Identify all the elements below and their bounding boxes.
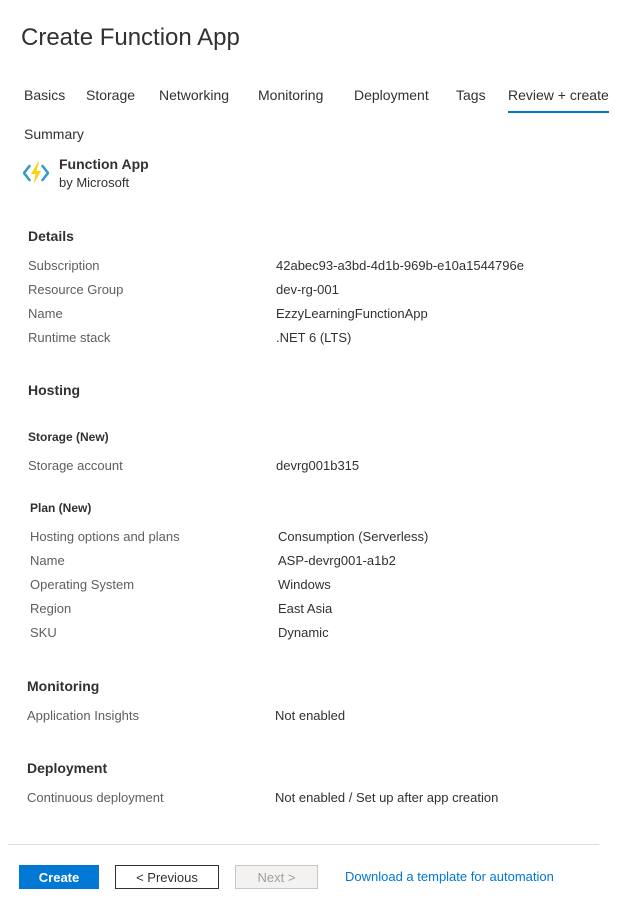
region-value: East Asia <box>278 601 333 616</box>
runtime-stack-value: .NET 6 (LTS) <box>276 330 352 345</box>
app-name: Function App <box>59 156 149 172</box>
sku-value: Dynamic <box>278 625 329 640</box>
summary-label: Summary <box>24 126 84 142</box>
subscription-value: 42abec93-a3bd-4d1b-969b-e10a1544796e <box>276 258 524 273</box>
continuous-deployment-label: Continuous deployment <box>27 790 164 805</box>
tab-tags[interactable]: Tags <box>456 87 486 103</box>
application-insights-label: Application Insights <box>27 708 140 723</box>
monitoring-heading: Monitoring <box>27 678 100 694</box>
deployment-heading: Deployment <box>27 760 108 776</box>
previous-button[interactable]: < Previous <box>115 865 219 889</box>
name-value: EzzyLearningFunctionApp <box>276 306 428 321</box>
hosting-options-label: Hosting options and plans <box>30 529 180 544</box>
create-button[interactable]: Create <box>19 865 99 889</box>
storage-account-value: devrg001b315 <box>276 458 360 473</box>
tab-basics[interactable]: Basics <box>24 87 66 103</box>
tab-storage[interactable]: Storage <box>86 87 136 103</box>
operating-system-value: Windows <box>278 577 331 592</box>
storage-account-label: Storage account <box>28 458 123 473</box>
plan-name-value: ASP-devrg001-a1b2 <box>278 553 396 568</box>
runtime-stack-label: Runtime stack <box>28 330 111 345</box>
region-label: Region <box>30 601 72 616</box>
name-label: Name <box>28 306 63 321</box>
resource-group-value: dev-rg-001 <box>276 282 339 297</box>
subscription-label: Subscription <box>28 258 100 273</box>
page-title: Create Function App <box>21 24 240 51</box>
sku-label: SKU <box>30 625 57 640</box>
app-publisher: by Microsoft <box>59 175 130 190</box>
tab-review-create[interactable]: Review + create <box>508 86 609 113</box>
application-insights-value: Not enabled <box>275 708 346 723</box>
next-button[interactable]: Next > <box>235 865 318 889</box>
hosting-options-value: Consumption (Serverless) <box>278 529 429 544</box>
resource-group-label: Resource Group <box>28 282 124 297</box>
plan-new-heading: Plan (New) <box>30 501 92 515</box>
function-app-lightning-icon <box>23 160 49 186</box>
plan-name-label: Name <box>30 553 65 568</box>
hosting-heading: Hosting <box>28 382 81 398</box>
tab-monitoring[interactable]: Monitoring <box>258 87 324 103</box>
footer-divider <box>8 844 599 845</box>
continuous-deployment-value: Not enabled / Set up after app creation <box>275 790 499 805</box>
tab-deployment[interactable]: Deployment <box>354 87 429 103</box>
operating-system-label: Operating System <box>30 577 135 592</box>
download-template-link[interactable]: Download a template for automation <box>345 869 554 884</box>
details-heading: Details <box>28 228 74 244</box>
tab-networking[interactable]: Networking <box>159 87 230 103</box>
storage-new-heading: Storage (New) <box>28 430 109 444</box>
